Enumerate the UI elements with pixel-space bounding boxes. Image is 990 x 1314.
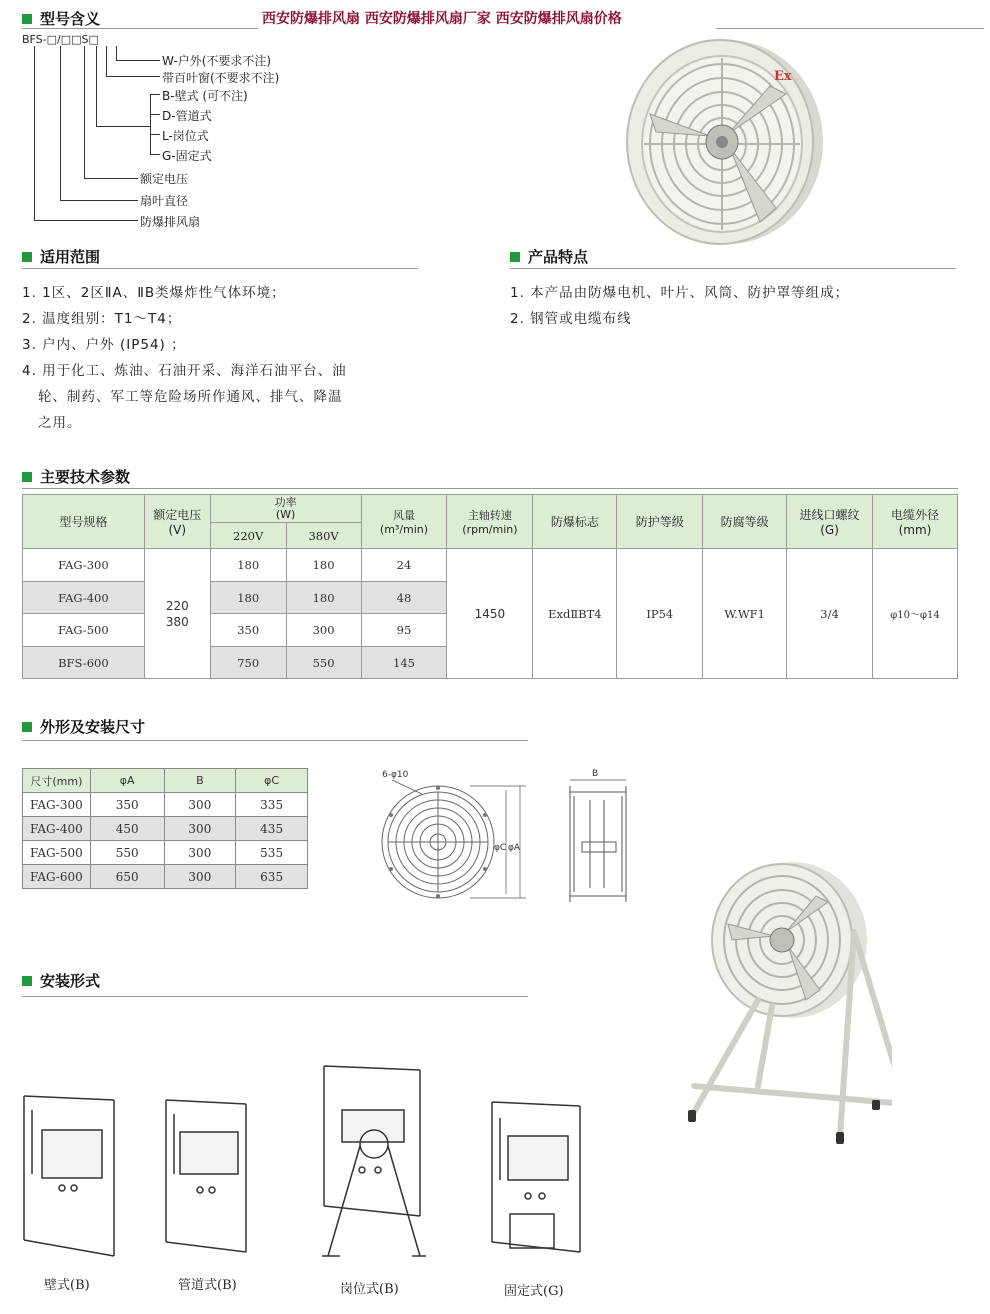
section-marker: [22, 252, 32, 262]
divider: [510, 268, 956, 269]
th-speed: 主轴转速 (rpm/min): [447, 495, 533, 549]
front-view-drawing: [370, 764, 530, 906]
dim-cell: 550: [90, 841, 164, 865]
scope-item: 2. 温度组别：T1～T4；: [22, 311, 182, 327]
install-caption: 壁式(B): [44, 1278, 90, 1293]
divider: [22, 28, 258, 29]
th-ex: 防爆标志: [533, 495, 617, 549]
model-code: BFS-□/□□S□: [22, 33, 99, 46]
ex-mark: Ex: [774, 69, 792, 84]
install-caption: 固定式(G): [504, 1284, 564, 1299]
th-ip: 防护等级: [617, 495, 703, 549]
cell-model: BFS-600: [23, 647, 145, 679]
model-note: 防爆排风扇: [140, 215, 201, 229]
dim-cell: FAG-300: [23, 793, 91, 817]
cell-p220: 180: [210, 549, 286, 582]
scope-item: 轮、制药、军工等危险场所作通风、排气、降温: [38, 389, 343, 405]
section-title-scope: 适用范围: [22, 246, 100, 267]
scope-item: 4. 用于化工、炼油、石油开采、海洋石油平台、油: [22, 363, 347, 379]
divider: [22, 996, 528, 997]
cell-p380: 300: [286, 614, 361, 647]
dim-cell: 300: [164, 841, 236, 865]
holes-label: 6-φ10: [382, 770, 409, 780]
cell-flow: 48: [361, 582, 447, 614]
dim-cell: 435: [236, 817, 308, 841]
cell-corr: W.WF1: [703, 549, 787, 679]
th-voltage: 额定电压 (V): [144, 495, 210, 549]
section-marker: [510, 252, 520, 262]
dim-cell: 300: [164, 817, 236, 841]
wall-fan-photo: [610, 36, 825, 248]
section-title-tech: 主要技术参数: [22, 466, 130, 487]
dim-header: 尺寸(mm): [23, 769, 91, 793]
th-model: 型号规格: [23, 495, 145, 549]
cell-p220: 350: [210, 614, 286, 647]
dim-cell: 650: [90, 865, 164, 889]
divider: [22, 488, 958, 489]
dim-cell: FAG-400: [23, 817, 91, 841]
cell-ip: IP54: [617, 549, 703, 679]
model-note: 扇叶直径: [140, 194, 189, 208]
model-note: 额定电压: [140, 172, 189, 186]
b-label: B: [592, 769, 599, 779]
dim-cell: 335: [236, 793, 308, 817]
divider: [716, 28, 984, 29]
scope-item: 之用。: [38, 415, 82, 431]
th-p220: 220V: [210, 523, 286, 549]
page-banner: 西安防爆排风扇 西安防爆排风扇厂家 西安防爆排风扇价格: [262, 11, 622, 27]
section-title-model: 型号含义: [22, 8, 100, 29]
tech-table: [22, 494, 958, 679]
dim-cell: 535: [236, 841, 308, 865]
model-note: W-户外(不要求不注): [162, 54, 272, 68]
th-p380: 380V: [286, 523, 361, 549]
cell-p220: 180: [210, 582, 286, 614]
dim-cell: 300: [164, 793, 236, 817]
section-marker: [22, 14, 32, 24]
post-mount-drawing: [316, 1060, 426, 1270]
cell-p380: 180: [286, 549, 361, 582]
dim-header: φC: [236, 769, 308, 793]
section-marker: [22, 976, 32, 986]
fixed-mount-drawing: [486, 1096, 586, 1266]
model-note: B-壁式 (可不注): [162, 89, 248, 103]
th-corr: 防腐等级: [703, 495, 787, 549]
dim-cell: FAG-600: [23, 865, 91, 889]
cell-voltage: 220 380: [144, 549, 210, 679]
section-marker: [22, 472, 32, 482]
feature-item: 2. 钢管或电缆布线: [510, 311, 632, 327]
scope-item: 3. 户内、户外 (IP54) ；: [22, 337, 186, 353]
model-note: 带百叶窗(不要求不注): [162, 71, 280, 85]
wall-mount-drawing: [18, 1090, 118, 1260]
th-thread: 进线口螺纹 (G): [787, 495, 873, 549]
th-power: 功率 (W): [210, 495, 361, 523]
divider: [22, 268, 418, 269]
a-label: φA: [508, 843, 521, 853]
cell-p380: 180: [286, 582, 361, 614]
th-flow: 风量 (m³/min): [361, 495, 447, 549]
cell-model: FAG-500: [23, 614, 145, 647]
cell-speed: 1450: [447, 549, 533, 679]
scope-item: 1. 1区、2区ⅡA、ⅡB类爆炸性气体环境；: [22, 285, 286, 301]
section-title-features: 产品特点: [510, 246, 588, 267]
cell-p380: 550: [286, 647, 361, 679]
feature-item: 1. 本产品由防爆电机、叶片、风筒、防护罩等组成；: [510, 285, 850, 301]
model-note: D-管道式: [162, 109, 212, 123]
c-label: φC: [494, 843, 507, 853]
cell-thread: 3/4: [787, 549, 873, 679]
model-note: G-固定式: [162, 149, 212, 163]
model-note: L-岗位式: [162, 129, 209, 143]
dim-cell: 635: [236, 865, 308, 889]
install-caption: 岗位式(B): [340, 1282, 399, 1297]
dim-cell: 300: [164, 865, 236, 889]
th-cable: 电缆外径 (mm): [873, 495, 958, 549]
scope-list: [22, 280, 422, 436]
dim-cell: FAG-500: [23, 841, 91, 865]
cell-model: FAG-300: [23, 549, 145, 582]
cell-flow: 24: [361, 549, 447, 582]
section-title-dims: 外形及安装尺寸: [22, 716, 145, 737]
cell-flow: 95: [361, 614, 447, 647]
divider: [22, 740, 528, 741]
cell-ex: ExdⅡBT4: [533, 549, 617, 679]
cell-p220: 750: [210, 647, 286, 679]
install-caption: 管道式(B): [178, 1278, 237, 1293]
cell-flow: 145: [361, 647, 447, 679]
duct-mount-drawing: [160, 1096, 252, 1256]
dim-cell: 450: [90, 817, 164, 841]
dimension-table: [22, 768, 308, 889]
stand-fan-photo: [682, 860, 892, 1150]
features-list: [510, 280, 970, 332]
dim-header: φA: [90, 769, 164, 793]
dim-cell: 350: [90, 793, 164, 817]
section-title-install: 安装形式: [22, 970, 100, 991]
section-marker: [22, 722, 32, 732]
side-view-drawing: [562, 766, 638, 906]
dim-header: B: [164, 769, 236, 793]
cell-model: FAG-400: [23, 582, 145, 614]
cell-cable: φ10～φ14: [873, 549, 958, 679]
